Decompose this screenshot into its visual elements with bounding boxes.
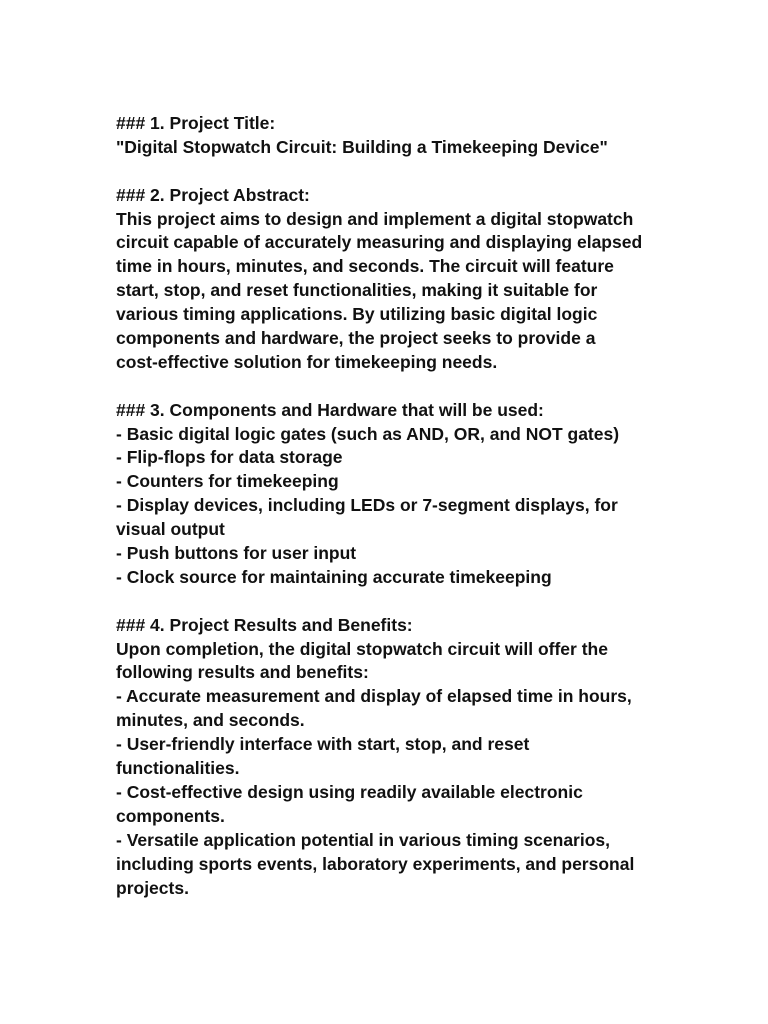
project-title-text: "Digital Stopwatch Circuit: Building a Timekeeping Device" <box>116 136 608 157</box>
abstract-line: This project aims to design and implement a digital stopwatch <box>116 208 634 229</box>
blank-line <box>116 590 736 614</box>
section-project-abstract <box>116 184 736 375</box>
blank-line <box>116 375 736 399</box>
results-line: components. <box>116 805 225 826</box>
section-heading: ### 4. Project Results and Benefits: <box>116 614 413 635</box>
abstract-line: start, stop, and reset functionalities, making it suitable for <box>116 280 598 301</box>
section-heading: ### 2. Project Abstract: <box>116 184 310 205</box>
abstract-line: cost-effective solution for timekeeping needs. <box>116 351 498 372</box>
results-line: functionalities. <box>116 758 240 779</box>
results-line: following results and benefits: <box>116 662 369 683</box>
results-line: - User-friendly interface with start, stop, and reset <box>116 734 530 755</box>
section-results-benefits <box>116 614 736 901</box>
section-heading: ### 1. Project Title: <box>116 113 276 133</box>
results-line: Upon completion, the digital stopwatch circuit will offer the <box>116 638 608 659</box>
abstract-line: various timing applications. By utilizing basic digital logic <box>116 304 598 325</box>
section-project-title <box>116 112 736 160</box>
component-line: visual output <box>116 519 225 540</box>
component-line: - Basic digital logic gates (such as AND, OR, and NOT gates) <box>116 423 620 444</box>
component-line: - Clock source for maintaining accurate timekeeping <box>116 566 552 587</box>
abstract-line: circuit capable of accurately measuring and displaying elapsed <box>116 232 643 253</box>
component-line: - Counters for timekeeping <box>116 471 339 492</box>
component-line: - Push buttons for user input <box>116 543 357 564</box>
blank-line <box>116 160 736 184</box>
component-line: - Display devices, including LEDs or 7-segment displays, for <box>116 495 618 516</box>
results-line: - Versatile application potential in various timing scenarios, <box>116 829 611 850</box>
document-page <box>116 112 736 900</box>
results-line: minutes, and seconds. <box>116 710 305 731</box>
section-heading: ### 3. Components and Hardware that will be used: <box>116 399 544 420</box>
abstract-line: components and hardware, the project seeks to provide a <box>116 328 596 349</box>
section-components <box>116 399 736 590</box>
results-line: including sports events, laboratory experiments, and personal <box>116 853 635 874</box>
results-line: - Cost-effective design using readily available electronic <box>116 781 583 802</box>
results-line: - Accurate measurement and display of elapsed time in hours, <box>116 686 632 707</box>
abstract-line: time in hours, minutes, and seconds. The circuit will feature <box>116 256 614 277</box>
component-line: - Flip-flops for data storage <box>116 447 343 468</box>
results-line: projects. <box>116 877 189 898</box>
